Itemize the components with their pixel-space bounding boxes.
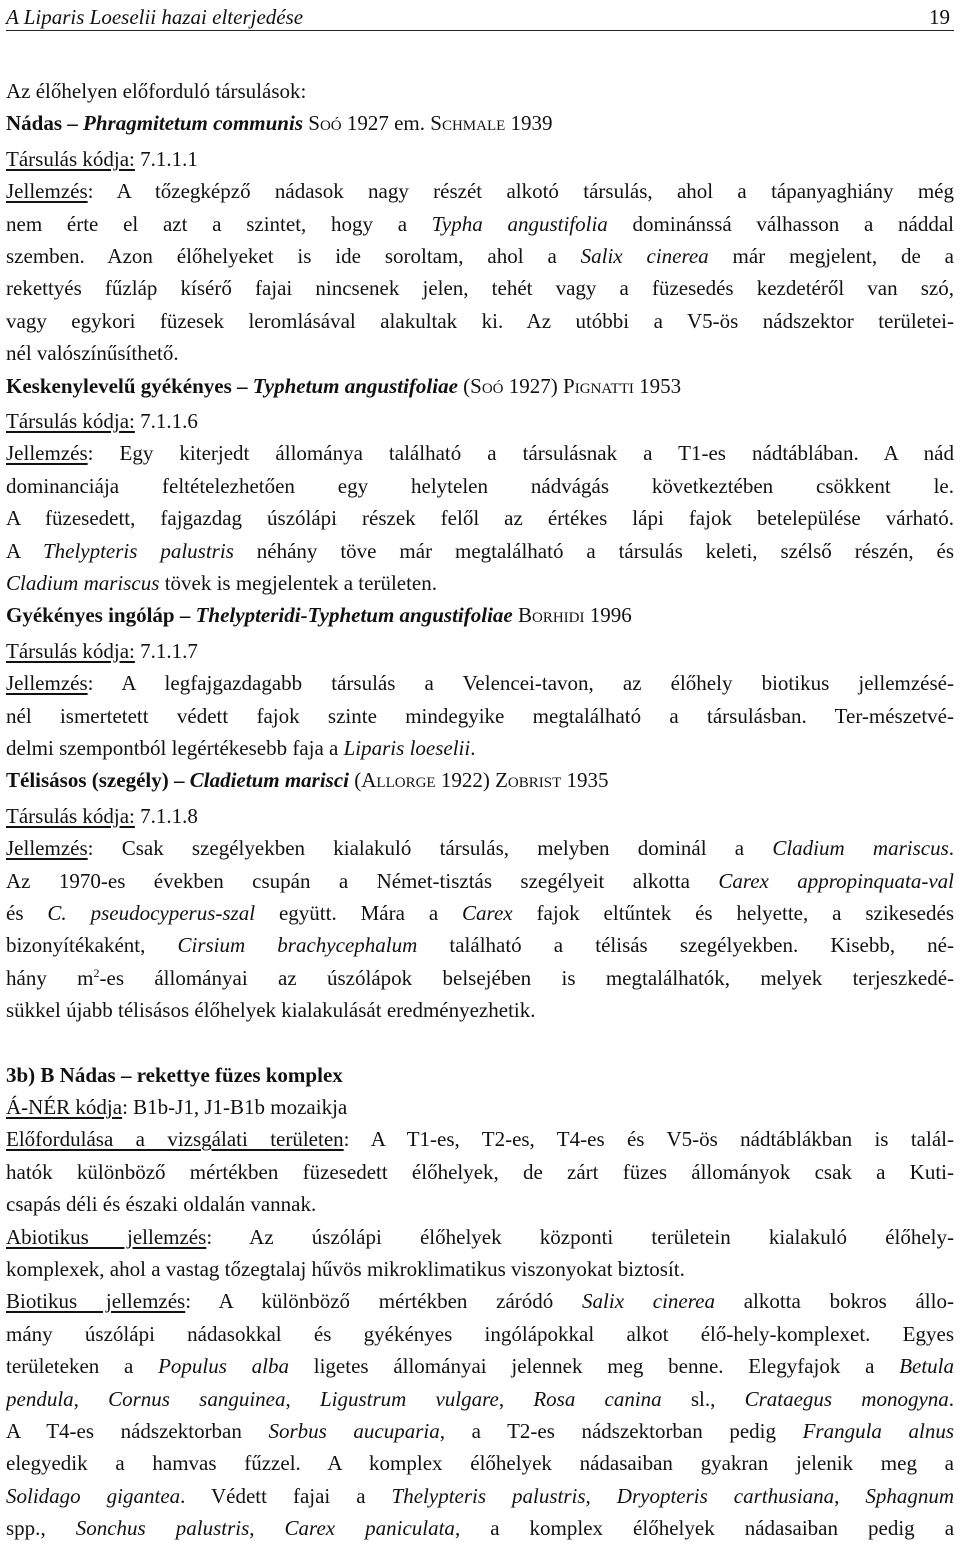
paragraph-line: hány $m^2-es$ állományai az úszólápok belsejében is megtalálhatók, melyek terjeszkedé- [6,965,954,990]
paragraph-line: bizonyítékaként, Cirsium brachycephalum található a télisás szegélyekben. Kisebb, né- [6,933,954,958]
association-code: Társulás kódja: 7.1.1.8 [6,803,198,828]
association-title-cladietum: Télisásos (szegély) – Cladietum marisci (ALLORGE 1922) ZOBRIST 1935 [6,768,609,793]
association-title-typhetum: Keskenylevelű gyékényes – Typhetum angustifoliae (SOÓ 1927) PIGNATTI 1953 [6,373,682,398]
paragraph-line: területeken a Populus alba ligetes állományai jelennek meg benne. Elegyfajok a Betula [6,1354,954,1379]
paragraph-line: vagy egykori füzesek leromlásával alakultak ki. Az utóbbi a V5-ös nádszektor területei- [6,308,954,333]
aner-code-line: Á-NÉR kódja: B1b-J1, J1-B1b mozaikja [6,1094,348,1119]
paragraph-line: rekettyés fűzláp kísérő fajai nincsenek jelen, tehét vagy a füzesedés kezdetéről van szó, [6,276,954,301]
paragraph-line: hatók különböző mértékben füzesedett élőhelyek, de zárt füzes állományok csak a Kuti- [6,1159,954,1184]
paragraph-line: spp., Sonchus palustris, Carex paniculata, a komplex élőhelyek nádasaiban pedig a [6,1516,954,1541]
intro-line: Az élőhelyen előforduló társulások: [6,79,307,103]
paragraph-line: A Thelypteris palustris néhány töve már megtalálható a társulás keleti, szélső részén, és [6,538,954,563]
body-text [6,75,954,1544]
association-code: Társulás kódja: 7.1.1.7 [6,638,198,663]
paragraph-line: szemben. Azon élőhelyeket is ide soroltam, ahol a Salix cinerea már megjelent, de a [6,244,954,268]
association-code: Társulás kódja: 7.1.1.6 [6,408,198,433]
paragraph-line: elegyedik a hamvas fűzzel. A komplex élőhelyek nádasaiban gyakran jelenik meg a [6,1451,954,1476]
paragraph-line: Jellemzés: Csak szegélyekben kialakuló társulás, melyben dominál a Cladium mariscus. [6,836,954,861]
paragraph-line: komplexek, ahol a vastag tőzegtalaj hűvös mikroklimatikus viszonyokat biztosít. [6,1256,685,1281]
paragraph-line: Jellemzés: Egy kiterjedt állománya található a társulásnak a T1-es nádtáblában. A nád [6,441,954,466]
section-spacer [6,1027,954,1059]
running-header [6,0,954,31]
paragraph-line: dominanciája feltételezhetően egy helytelen nádvágás következtében csökkent le. [6,473,954,498]
paragraph-line: Solidago gigantea. Védett fajai a Thelypteris palustris, Dryopteris carthusiana, Sphagnum [6,1483,954,1508]
header-title: A Liparis Loeselii hazai elterjedése [6,5,304,29]
association-code: Társulás kódja: 7.1.1.1 [6,146,198,171]
paragraph-line: Előfordulása a vizsgálati területen: A T1-es, T2-es, T4-es és V5-ös nádtáblákban is talál- [6,1127,954,1152]
paragraph-line: A füzesedett, fajgazdag úszólápi részek felől az értékes lápi fajok betelepülése várható. [6,506,954,531]
paragraph-line: mány úszólápi nádasokkal és gyékényes ingólápokkal alkot élő-hely-komplexet. Egyes [6,1321,954,1346]
association-title-thelypteridi: Gyékényes ingóláp – Thelypteridi-Typhetum angustifoliae BORHIDI 1996 [6,603,632,628]
paragraph-line: Az 1970-es években csupán a Német-tisztás szegélyeit alkotta Carex appropinquata-val [6,868,954,893]
paragraph-line: és C. pseudocyperus-szal együtt. Mára a Carex fajok eltűntek és helyette, a szikesedés [6,900,954,925]
paragraph-line: A T4-es nádszektorban Sorbus aucuparia, a T2-es nádszektorban pedig Frangula alnus [6,1418,954,1443]
paragraph-line: Jellemzés: A legfajgazdagabb társulás a Velencei-tavon, az élőhely biotikus jellemzésé- [6,671,954,696]
paragraph-line: Cladium mariscus tövek is megjelentek a területen. [6,570,438,595]
paragraph-line: Jellemzés: A tőzegképző nádasok nagy részét alkotó társulás, ahol a tápanyaghiány még [6,179,954,204]
paragraph-line: sükkel újabb télisásos élőhelyek kialakulását eredményezhetik. [6,998,536,1023]
association-title-phragmitetum: Nádas – Phragmitetum communis SOÓ 1927 em. SCHMALE 1939 [6,111,553,136]
paragraph-line: pendula, Cornus sanguinea, Ligustrum vulgare, Rosa canina sl., Crataegus monogyna. [6,1386,954,1411]
paragraph-line: nél ismertetett védett fajok szinte mindegyike megtalálható a társulásban. Ter-mészetvé- [6,703,954,728]
paragraph-line: delmi szempontból legértékesebb faja a Liparis loeselii. [6,735,476,760]
page-number: 19 [929,5,950,29]
paragraph-line: Abiotikus jellemzés: Az úszólápi élőhelyek központi területein kialakuló élőhely- [6,1224,954,1249]
paragraph-line: csapás déli és északi oldalán vannak. [6,1192,317,1217]
paragraph-line: nél valószínűsíthető. [6,341,179,366]
paragraph-line: nem érte el azt a szintet, hogy a Typha angustifolia dominánssá válhasson a náddal [6,211,954,236]
paragraph-line: Biotikus jellemzés: A különböző mértékben záródó Salix cinerea alkotta bokros állo- [6,1289,954,1314]
section-heading: 3b) B Nádas – rekettye füzes komplex [6,1062,343,1087]
